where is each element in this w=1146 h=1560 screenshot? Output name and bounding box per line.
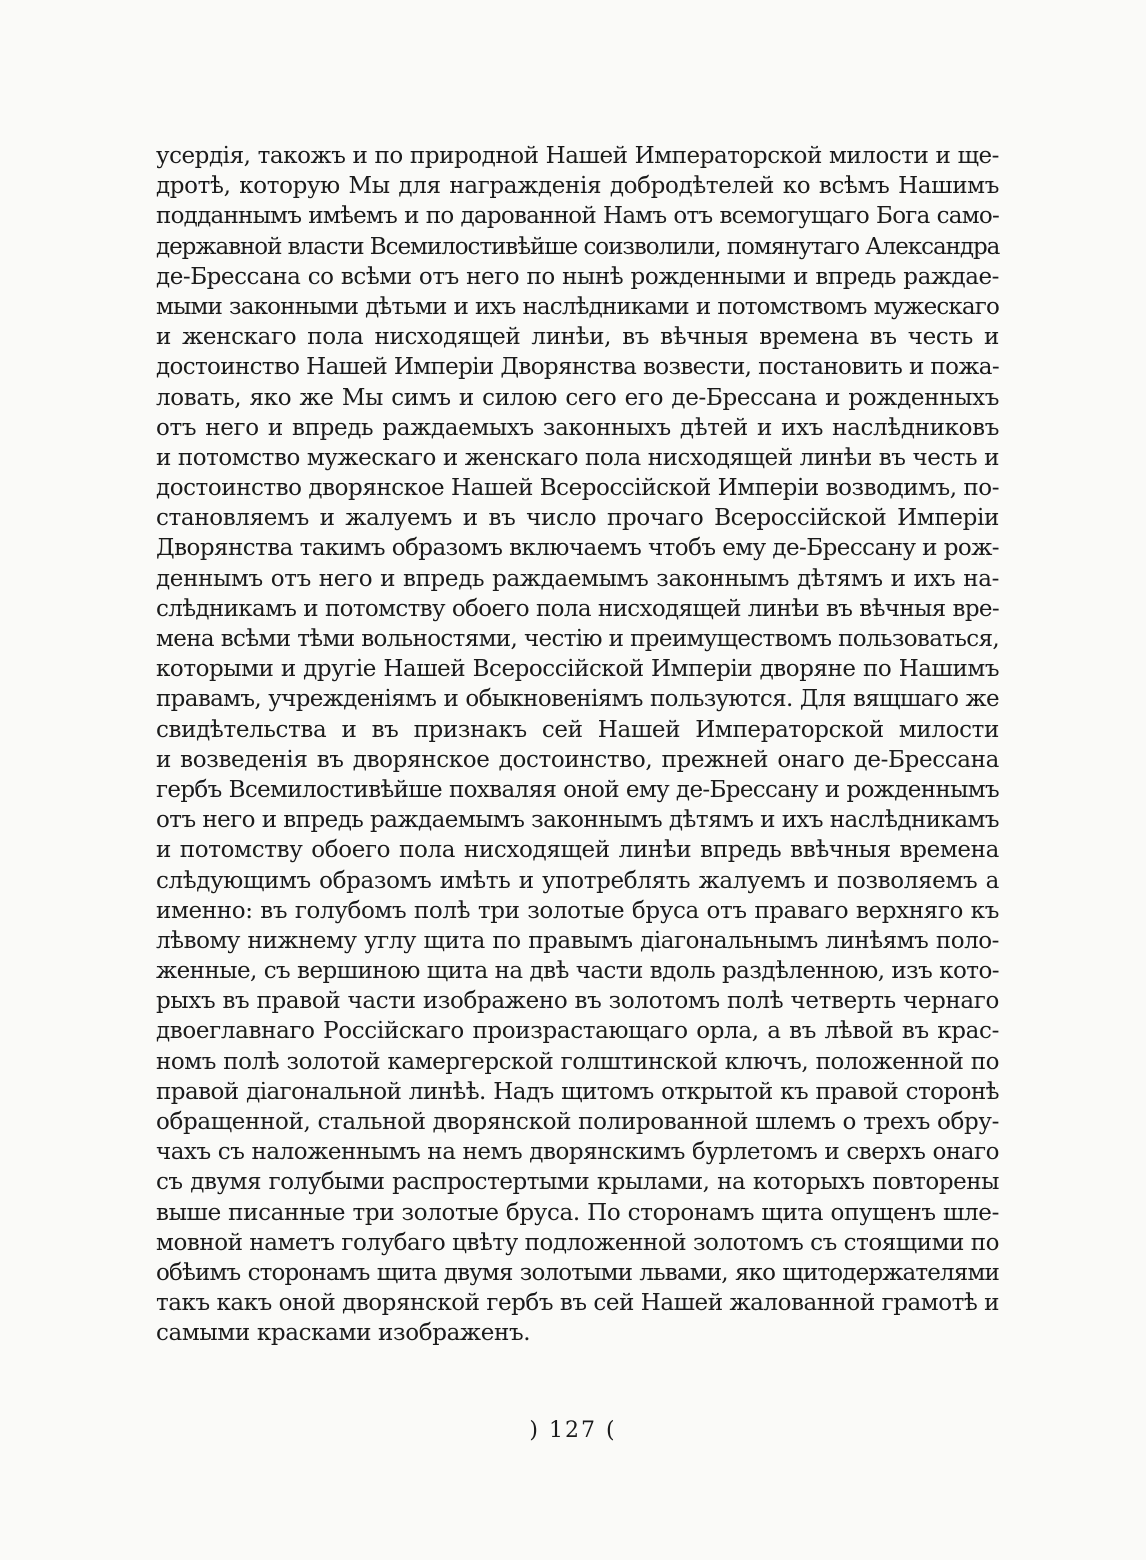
text-line: двоеглавнаго Россійскаго произрастающаго орла, а въ лѣвой въ крас-	[156, 1018, 999, 1045]
text-line: слѣдникамъ и потомству обоего пола нисходящей линѣи въ вѣчныя вре-	[156, 595, 999, 622]
text-line: Дворянства такимъ образомъ включаемъ чтобъ ему де-Брессану и рож-	[156, 535, 1000, 562]
text-line: обращенной, стальной дворянской полированной шлемъ о трехъ обру-	[156, 1109, 999, 1135]
text-line: отъ него и впредь раждаемыхъ законныхъ дѣтей и ихъ наслѣдниковъ	[156, 414, 999, 441]
text-line: свидѣтельства и въ признакъ сей Нашей Императорской милости	[156, 716, 999, 743]
text-line: и потомство мужескаго и женскаго пола нисходящей линѣи въ честь и	[156, 444, 999, 471]
text-line: достоинство Нашей Имперіи Дворянства возвести, постановить и пожа-	[156, 354, 999, 381]
text-line: самыми красками изображенъ.	[156, 1320, 531, 1347]
text-line: подданнымъ имѣемъ и по дарованной Намъ отъ всемогущаго Бога само-	[156, 203, 999, 230]
text-line: обѣимъ сторонамъ щита двумя золотыми львами, яко щитодержателями	[156, 1259, 999, 1286]
text-line: достоинство дворянское Нашей Всероссійской Имперіи возводимъ, по-	[156, 475, 1000, 502]
text-line: де-Брессана со всѣми отъ него по нынѣ рожденными и впредь раждае-	[156, 263, 999, 290]
text-line: ловать, яко же Мы симъ и силою сего его де-Брессана и рожденныхъ	[156, 384, 999, 411]
page-number: ) 127 (	[529, 1418, 617, 1443]
text-line: съ двумя голубыми распростертыми крылами, на которыхъ повторены	[156, 1169, 999, 1196]
text-line: слѣдующимъ образомъ имѣть и употреблять жалуемъ и позволяемъ а	[156, 867, 999, 894]
body-text	[156, 141, 999, 1349]
text-line: усердія, такожъ и по природной Нашей Императорской милости и ще-	[156, 143, 999, 169]
text-line: отъ него и впредь раждаемымъ законнымъ дѣтямъ и ихъ наслѣдникамъ	[156, 807, 999, 834]
text-line: гербъ Всемилостивѣйше похваляя оной ему де-Брессану и рожденнымъ	[156, 776, 999, 803]
text-line: чахъ съ наложеннымъ на немъ дворянскимъ бурлетомъ и сверхъ онаго	[156, 1139, 999, 1166]
text-line: которыми и другіе Нашей Всероссійской Имперіи дворяне по Нашимъ	[156, 656, 999, 683]
text-line: такъ какъ оной дворянской гербъ въ сей Нашей жалованной грамотѣ и	[156, 1290, 1000, 1317]
text-line: правой діагональной линѣѣ. Надъ щитомъ открытой къ правой сторонѣ	[156, 1078, 999, 1105]
text-line: деннымъ отъ него и впредь раждаемымъ законнымъ дѣтямъ и ихъ на-	[156, 565, 999, 592]
text-line: именно: въ голубомъ полѣ три золотые бруса отъ праваго верхняго къ	[156, 897, 999, 924]
text-line: рыхъ въ правой части изображено въ золотомъ полѣ четверть чернаго	[156, 988, 999, 1015]
text-line: становляемъ и жалуемъ и въ число прочаго Всероссійской Имперіи	[156, 505, 999, 532]
text-line: и возведенія въ дворянское достоинство, прежней онаго де-Брессана	[156, 746, 999, 773]
text-line: и потомству обоего пола нисходящей линѣи впредь ввѣчныя времена	[156, 837, 999, 864]
text-line: мена всѣми тѣми вольностями, честію и преимуществомъ пользоваться,	[156, 626, 999, 652]
text-line: и женскаго пола нисходящей линѣи, въ вѣчныя времена въ честь и	[156, 324, 999, 351]
text-line: державной власти Всемилостивѣйше соизволили, помянутаго Александра	[156, 233, 1000, 260]
text-line: мыми законными дѣтьми и ихъ наслѣдниками и потомствомъ мужескаго	[156, 293, 999, 320]
text-line: правамъ, учрежденіямъ и обыкновеніямъ пользуются. Для вящшаго же	[156, 686, 999, 713]
text-line: лѣвому нижнему углу щита по правымъ діагональнымъ линѣямъ поло-	[156, 927, 999, 954]
text-line: женные, съ вершиною щита на двѣ части вдоль раздѣленною, изъ кото-	[156, 958, 999, 985]
text-line: выше писанные три золотые бруса. По сторонамъ щита опущенъ шле-	[156, 1199, 999, 1226]
text-line: номъ полѣ золотой камергерской голштинской ключъ, положенной по	[156, 1048, 999, 1075]
text-line: дротѣ, которую Мы для награжденія добродѣтелей ко всѣмъ Нашимъ	[156, 173, 999, 200]
text-line: мовной наметъ голубаго цвѣту подложенной золотомъ съ стоящими по	[156, 1229, 1000, 1256]
